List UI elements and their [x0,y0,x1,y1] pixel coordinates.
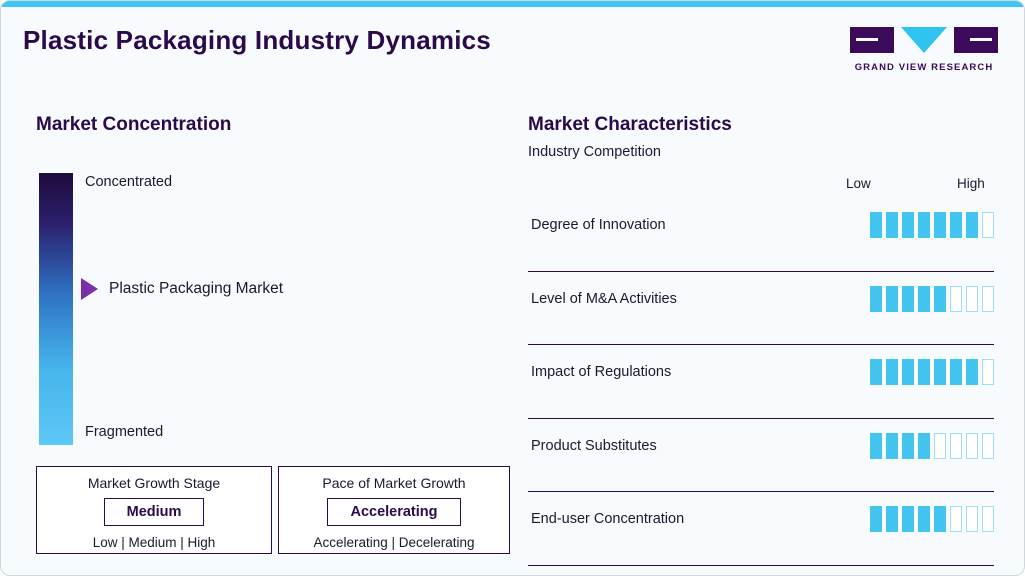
rating-tick-filled [918,212,930,238]
concentration-gradient-scale [39,173,73,445]
rating-tick-filled [934,359,946,385]
scale-label-concentrated: Concentrated [85,174,173,190]
rating-tick-empty [934,433,946,459]
rating-tick-filled [918,286,930,312]
metric-row [528,272,994,346]
metric-row [528,492,994,566]
metric-row [528,419,994,493]
metric-row [528,198,994,272]
metric-rating-bars [870,359,994,385]
market-concentration-heading: Market Concentration [36,114,232,135]
rating-tick-filled [870,359,882,385]
rating-tick-filled [966,212,978,238]
rating-tick-filled [934,506,946,532]
rating-tick-empty [966,286,978,312]
rating-tick-empty [950,506,962,532]
metric-row [528,345,994,419]
rating-tick-empty [982,433,994,459]
market-position-arrow-icon [81,278,98,300]
rating-tick-filled [886,359,898,385]
market-position-label: Plastic Packaging Market [109,280,284,297]
rating-tick-filled [950,359,962,385]
rating-tick-filled [934,212,946,238]
metric-rating-bars [870,212,994,238]
rating-tick-empty [950,286,962,312]
rating-tick-empty [966,506,978,532]
rating-tick-filled [870,212,882,238]
rating-tick-filled [902,506,914,532]
rating-tick-filled [950,212,962,238]
logo [850,27,998,73]
metric-rating-bars [870,433,994,459]
rating-tick-filled [934,286,946,312]
logo-triangle-icon [901,27,947,53]
rating-tick-filled [870,286,882,312]
rating-tick-filled [886,286,898,312]
logo-marks [850,27,998,57]
rating-tick-filled [918,433,930,459]
rating-tick-filled [966,359,978,385]
rating-tick-empty [966,433,978,459]
rating-tick-empty [950,433,962,459]
metric-rating-bars [870,506,994,532]
metric-label: Impact of Regulations [531,364,672,380]
logo-text: GRAND VIEW RESEARCH [854,62,994,73]
rating-tick-filled [902,433,914,459]
logo-left-box-icon [850,27,894,53]
rating-scale-low-label: Low [846,176,871,191]
rating-tick-empty [982,286,994,312]
market-growth-stage-title: Market Growth Stage [87,475,221,491]
rating-tick-filled [902,286,914,312]
page-title: Plastic Packaging Industry Dynamics [23,25,491,55]
rating-tick-empty [982,506,994,532]
market-characteristics-rows [528,198,994,566]
rating-tick-filled [918,506,930,532]
pace-of-market-growth-title: Pace of Market Growth [322,475,466,491]
rating-tick-filled [886,212,898,238]
market-growth-stage-value: Medium [104,498,205,526]
rating-tick-empty [982,212,994,238]
market-characteristics-heading: Market Characteristics [528,114,732,135]
rating-scale-high-label: High [957,176,985,191]
scale-label-fragmented: Fragmented [85,424,164,440]
market-growth-stage-card [36,466,272,554]
logo-right-box-icon [954,27,998,53]
pace-of-market-growth-value: Accelerating [327,498,460,526]
market-growth-stage-scale: Low | Medium | High [92,535,216,550]
top-accent-bar [1,1,1025,7]
market-characteristics-subheading: Industry Competition [528,144,661,160]
rating-tick-filled [870,433,882,459]
pace-of-market-growth-scale: Accelerating | Decelerating [313,535,475,550]
rating-tick-filled [902,359,914,385]
metric-label: Product Substitutes [531,437,657,454]
rating-tick-filled [902,212,914,238]
metric-label: Degree of Innovation [531,217,666,233]
pace-of-market-growth-card [278,466,510,554]
metric-label: Level of M&A Activities [531,290,677,307]
rating-tick-filled [886,506,898,532]
rating-tick-empty [982,359,994,385]
metric-rating-bars [870,286,994,312]
rating-tick-filled [886,433,898,459]
rating-tick-filled [918,359,930,385]
metric-label: End-user Concentration [531,511,685,527]
rating-tick-filled [870,506,882,532]
